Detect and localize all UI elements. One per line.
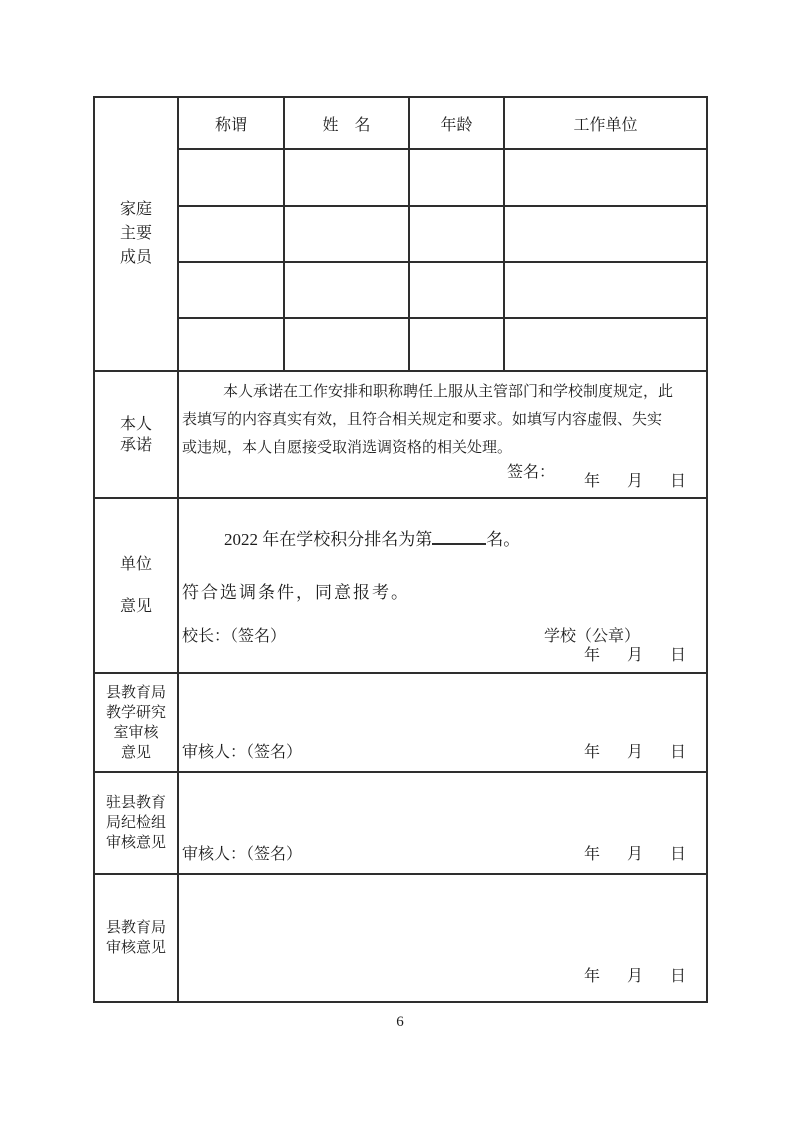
- ranking-prefix: 2022 年在学校积分排名为第: [224, 530, 433, 549]
- date-month-label: 月: [626, 744, 643, 761]
- family-section-label: [95, 98, 179, 370]
- ranking-blank-field: [432, 527, 486, 545]
- family-table-cell: [179, 150, 283, 205]
- unit-opinion-section: [95, 497, 706, 672]
- family-table-row: [179, 205, 706, 261]
- teaching-research-review-section: [95, 672, 706, 771]
- commitment-label-line: 本人: [119, 415, 152, 433]
- commitment-text-line: 或违规，本人自愿接受取消选调资格的相关处理。: [182, 440, 513, 456]
- column-header-age: 年龄: [408, 98, 503, 148]
- county-bureau-label-line: 县教育局: [105, 920, 166, 936]
- ranking-suffix: 名。: [486, 530, 521, 549]
- date-day-label: 日: [669, 473, 686, 490]
- approval-statement: 符合选调条件，同意报考。: [182, 583, 410, 602]
- family-table-cell: [503, 150, 706, 205]
- date-day-label: 日: [669, 647, 686, 664]
- commitment-text-line: 本人承诺在工作安排和职称聘任上服从主管部门和学校制度规定，此: [223, 384, 674, 400]
- family-table-cell: [503, 319, 706, 370]
- date-line: [179, 646, 706, 666]
- family-table-row: [179, 261, 706, 317]
- family-table-row: [179, 148, 706, 205]
- date-year-label: 年: [583, 473, 600, 490]
- form-table: [93, 96, 708, 1003]
- unit-label-line: 单位: [119, 555, 152, 573]
- commitment-section: [95, 370, 706, 497]
- family-table-cell: [408, 207, 503, 261]
- family-table-cell: [283, 150, 408, 205]
- family-table-cell: [283, 207, 408, 261]
- date-month-label: 月: [626, 473, 643, 490]
- family-table-header-row: [179, 98, 706, 148]
- teaching-research-label: [95, 674, 179, 771]
- school-seal-label: 学校（公章）: [543, 628, 640, 645]
- commitment-section-label: [95, 372, 179, 497]
- discipline-group-label-line: 局纪检组: [105, 815, 166, 831]
- date-line: [179, 472, 706, 492]
- county-bureau-label-line: 审核意见: [105, 940, 166, 956]
- family-table-cell: [503, 263, 706, 317]
- family-table-cell: [408, 150, 503, 205]
- unit-opinion-label: [95, 499, 179, 672]
- column-header-name: 姓 名: [283, 98, 408, 148]
- page-number: 6: [396, 1014, 404, 1030]
- teaching-research-label-line: 县教育局: [105, 684, 166, 701]
- date-day-label: 日: [669, 968, 686, 985]
- family-label-line: 家庭: [119, 201, 152, 218]
- family-table-cell: [408, 263, 503, 317]
- reviewer-signature-label: 审核人：（签名）: [182, 846, 303, 863]
- reviewer-signature-row: [179, 841, 706, 865]
- family-table-cell: [283, 263, 408, 317]
- teaching-research-content: [179, 674, 706, 771]
- discipline-group-label: [95, 773, 179, 873]
- reviewer-signature-label: 审核人：（签名）: [182, 744, 303, 761]
- unit-signature-row: [179, 623, 706, 646]
- family-label-line: 成员: [119, 249, 152, 266]
- family-table-cell: [408, 319, 503, 370]
- county-bureau-review-section: [95, 873, 706, 1001]
- teaching-research-label-line: 意见: [120, 744, 151, 761]
- discipline-group-content: [179, 773, 706, 873]
- family-table-cell: [503, 207, 706, 261]
- commitment-content: [179, 372, 706, 497]
- unit-label-line: 意见: [119, 597, 152, 615]
- date-day-label: 日: [669, 744, 686, 761]
- date-day-label: 日: [669, 846, 686, 863]
- date-line: [584, 845, 706, 865]
- family-table-cell: [283, 319, 408, 370]
- signature-label: 签名：: [507, 464, 556, 481]
- family-table-row: [179, 317, 706, 370]
- family-label-line: 主要: [119, 225, 152, 242]
- commitment-label-line: 承诺: [119, 436, 152, 454]
- date-month-label: 月: [626, 846, 643, 863]
- date-year-label: 年: [583, 968, 600, 985]
- family-table-cell: [179, 263, 283, 317]
- discipline-group-label-line: 审核意见: [105, 835, 166, 851]
- date-line: [584, 743, 706, 763]
- discipline-group-review-section: [95, 771, 706, 873]
- teaching-research-label-line: 教学研究: [105, 704, 166, 721]
- county-bureau-label: [95, 875, 179, 1001]
- county-bureau-content: [179, 875, 706, 1001]
- family-table-cell: [179, 207, 283, 261]
- date-year-label: 年: [583, 744, 600, 761]
- date-month-label: 月: [626, 647, 643, 664]
- reviewer-signature-row: [179, 739, 706, 763]
- family-table-cell: [179, 319, 283, 370]
- commitment-text-line: 表填写的内容真实有效，且符合相关规定和要求。如填写内容虚假、失实: [182, 412, 663, 428]
- date-year-label: 年: [583, 647, 600, 664]
- unit-opinion-content: [179, 499, 706, 672]
- ranking-statement: [224, 525, 520, 550]
- column-header-work-unit: 工作单位: [503, 98, 706, 148]
- family-members-section: [95, 98, 706, 370]
- family-table: [179, 98, 706, 370]
- principal-signature-label: 校长：（签名）: [182, 628, 287, 645]
- teaching-research-label-line: 室审核: [113, 724, 159, 741]
- discipline-group-label-line: 驻县教育: [105, 795, 166, 811]
- date-month-label: 月: [626, 968, 643, 985]
- date-line: [179, 967, 706, 987]
- column-header-relation: 称谓: [214, 116, 247, 134]
- date-year-label: 年: [583, 846, 600, 863]
